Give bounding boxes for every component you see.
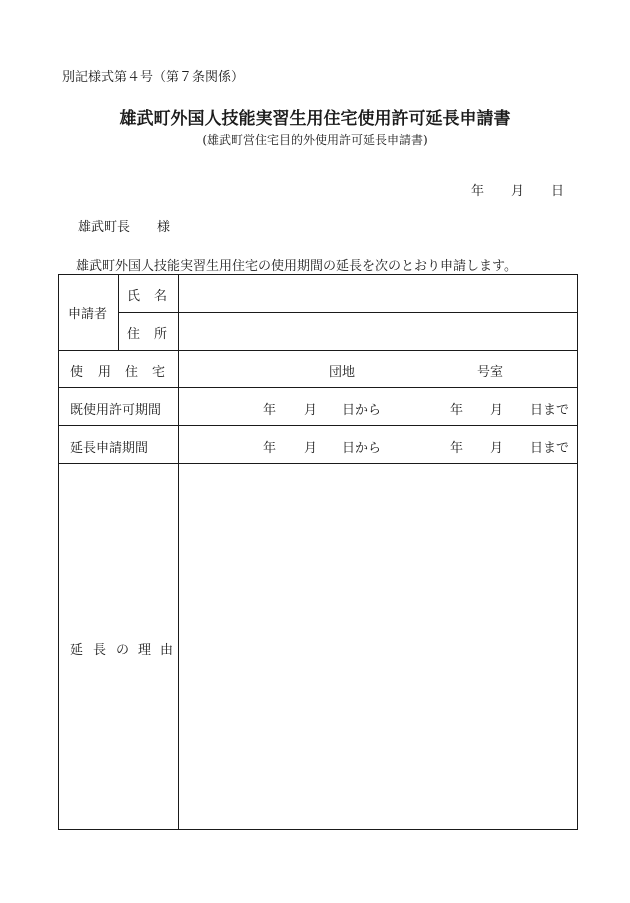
extension-from-year: 年 [263,441,277,456]
extension-to-day: 日まで [530,441,570,456]
table-line [58,425,578,426]
form-subtitle: (雄武町営住宅目的外使用許可延長申請書) [202,133,428,147]
reason-value[interactable] [188,474,568,814]
table-line [118,312,578,313]
table-line [58,463,578,464]
existing-from-year: 年 [263,403,277,418]
date-year-label: 年 [471,184,485,199]
address-label-1: 住 [127,327,141,342]
name-value[interactable] [188,285,568,303]
address-value[interactable] [188,323,568,341]
extension-from-month: 月 [304,441,318,456]
date-month-label: 月 [511,184,525,199]
extension-period-label: 延長申請期間 [70,441,149,456]
reason-label-2: 長 [93,643,107,658]
intro-text: 雄武町外国人技能実習生用住宅の使用期間の延長を次のとおり申請します。 [76,259,517,274]
existing-period-label: 既使用許可期間 [70,403,162,418]
existing-to-year: 年 [450,403,464,418]
table-line [58,829,578,830]
housing-label-1: 使 [70,365,84,380]
existing-to-month: 月 [490,403,504,418]
danchi-label: 団地 [329,365,356,380]
reason-label-4: 理 [138,643,152,658]
goshitsu-label: 号室 [477,365,504,380]
reason-label-3: の [116,643,130,658]
table-line [577,274,578,830]
form-number: 別記様式第４号（第７条関係） [62,70,245,85]
table-line [58,274,59,830]
addressee-name: 雄武町長 [78,220,131,235]
reason-label-1: 延 [70,643,84,658]
extension-to-year: 年 [450,441,464,456]
table-line [58,350,578,351]
applicant-label: 申請者 [68,307,108,322]
form-title: 雄武町外国人技能実習生用住宅使用許可延長申請書 [119,109,511,129]
housing-label-4: 宅 [152,365,166,380]
reason-label-5: 由 [160,643,174,658]
existing-to-day: 日まで [530,403,570,418]
address-label-2: 所 [154,327,168,342]
existing-from-day: 日から [342,403,382,418]
extension-from-day: 日から [342,441,382,456]
application-table [58,274,578,830]
date-day-label: 日 [551,184,565,199]
table-line [178,274,179,830]
table-line [58,387,578,388]
extension-to-month: 月 [490,441,504,456]
name-label-1: 氏 [127,289,141,304]
addressee-honorific: 様 [157,220,171,235]
table-line [118,274,119,350]
housing-label-3: 住 [125,365,139,380]
existing-from-month: 月 [304,403,318,418]
name-label-2: 名 [154,289,168,304]
housing-label-2: 用 [98,365,112,380]
table-line [58,274,578,275]
